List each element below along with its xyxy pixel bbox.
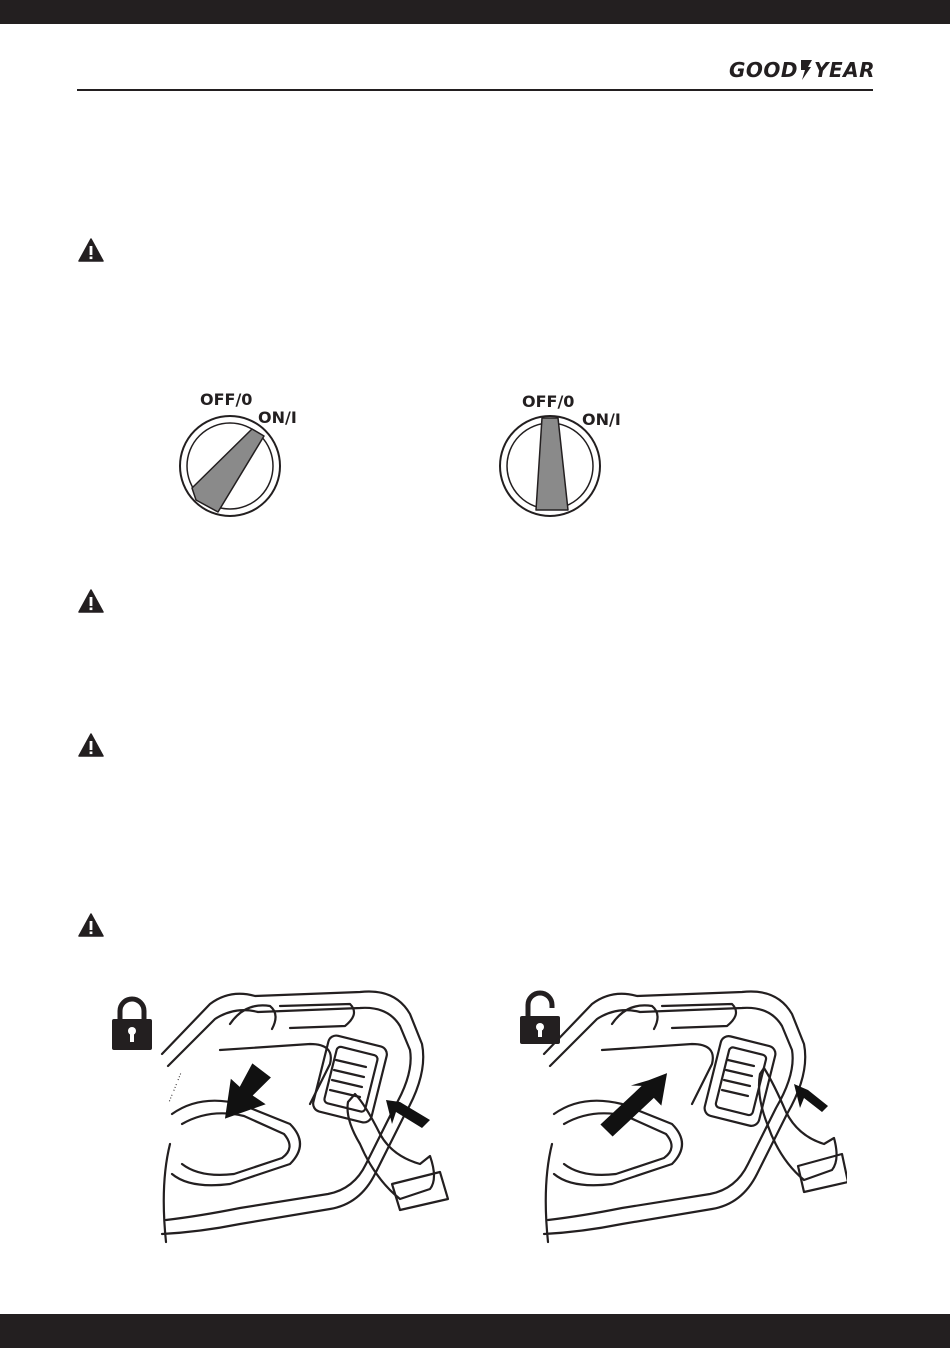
- on-label: ON/I: [258, 408, 297, 427]
- warning-triangle-icon: [78, 589, 104, 613]
- brand-right: YEAR: [813, 58, 875, 82]
- off-label: OFF/0: [522, 392, 575, 411]
- goodyear-logo: [700, 56, 875, 84]
- on-label: ON/I: [582, 410, 621, 429]
- rotary-switch-icon: [178, 414, 282, 518]
- rotary-switch-icon: [498, 414, 602, 518]
- brand-left: GOOD: [728, 58, 798, 82]
- handle-lock-illustration: [160, 984, 465, 1246]
- warning-triangle-icon: [78, 913, 104, 937]
- warning-triangle-icon: [78, 733, 104, 757]
- svg-text:⋯ ⋯ ⋯: ⋯ ⋯ ⋯: [164, 1070, 186, 1105]
- header-rule: [77, 89, 873, 91]
- top-bar: [0, 0, 950, 24]
- warning-triangle-icon: [78, 238, 104, 262]
- bottom-bar: [0, 1314, 950, 1348]
- off-label: OFF/0: [200, 390, 253, 409]
- wingfoot-icon: [798, 58, 814, 82]
- handle-unlock-illustration: [542, 984, 847, 1246]
- padlock-closed-icon: [110, 996, 154, 1052]
